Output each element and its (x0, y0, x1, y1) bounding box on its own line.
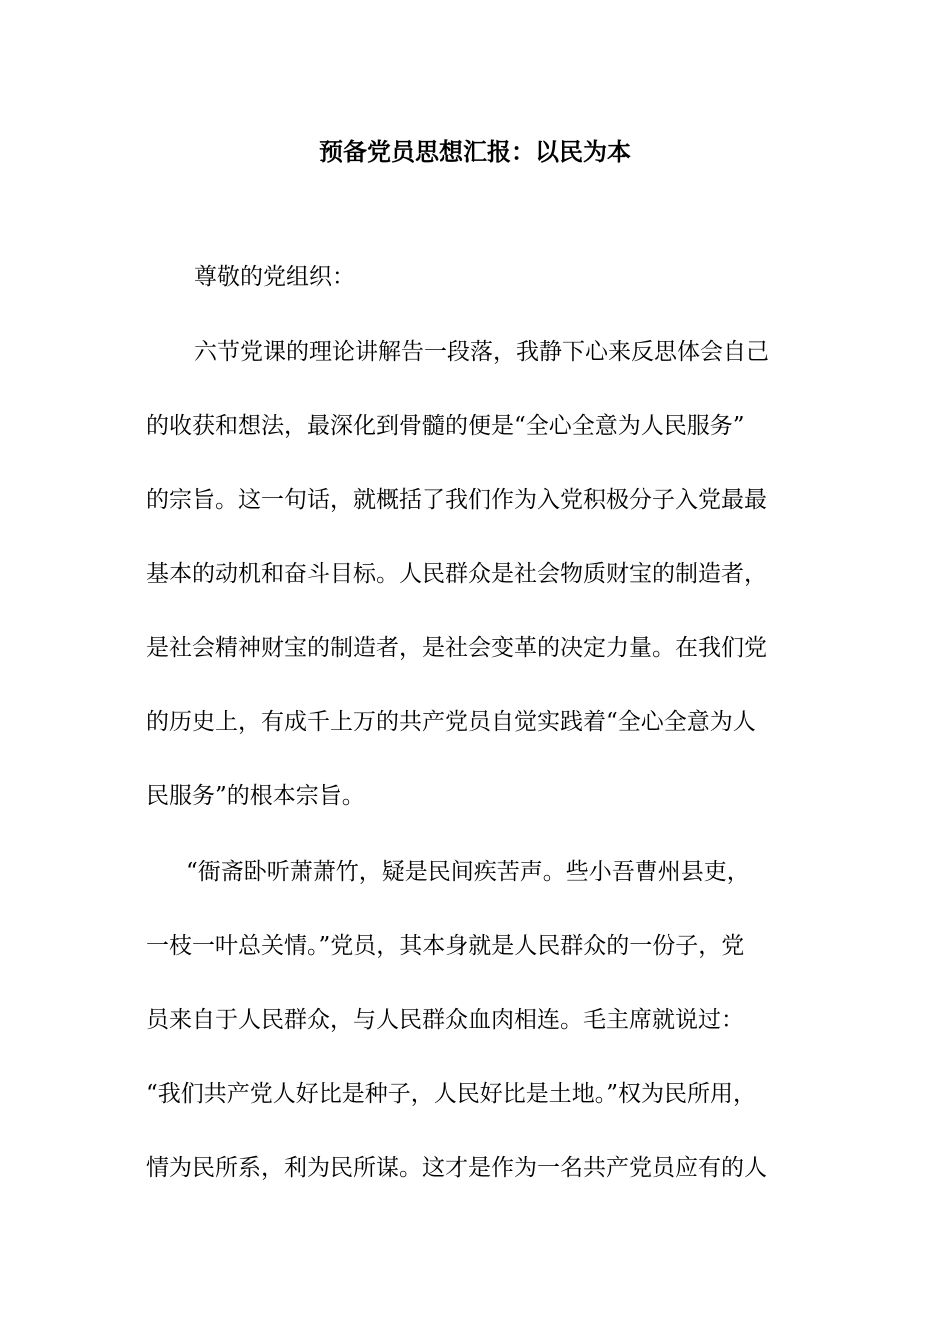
paragraph-line: 是社会精神财宝的制造者，是社会变革的决定力量。在我们党 (146, 635, 767, 661)
document-title: 预备党员思想汇报：以民为本 (319, 137, 631, 166)
paragraph-line: 员来自于人民群众，与人民群众血肉相连。毛主席就说过： (146, 1007, 744, 1033)
paragraph-line: 一枝一叶总关情。”党员，其本身就是人民群众的一份子，党 (146, 933, 745, 959)
paragraph-line: “衙斋卧听萧萧竹，疑是民间疾苦声。些小吾曹州县吏， (186, 859, 750, 885)
paragraph-line: 的收获和想法，最深化到骨髓的便是“全心全意为人民服务” (146, 413, 745, 439)
paragraph-line: “我们共产党人好比是种子，人民好比是土地。”权为民所用， (146, 1081, 757, 1107)
paragraph-line: 六节党课的理论讲解告一段落，我静下心来反思体会自己 (194, 339, 769, 365)
paragraph-line: 情为民所系，利为民所谋。这才是作为一名共产党员应有的人 (146, 1155, 767, 1181)
paragraph-line: 基本的动机和奋斗目标。人民群众是社会物质财宝的制造者， (146, 561, 767, 587)
paragraph-line: 的历史上，有成千上万的共产党员自觉实践着“全心全意为人 (146, 709, 756, 735)
paragraph-line: 的宗旨。这一句话，就概括了我们作为入党积极分子入党最最 (146, 487, 767, 513)
salutation: 尊敬的党组织： (194, 264, 355, 290)
paragraph-line: 民服务”的根本宗旨。 (146, 783, 365, 809)
